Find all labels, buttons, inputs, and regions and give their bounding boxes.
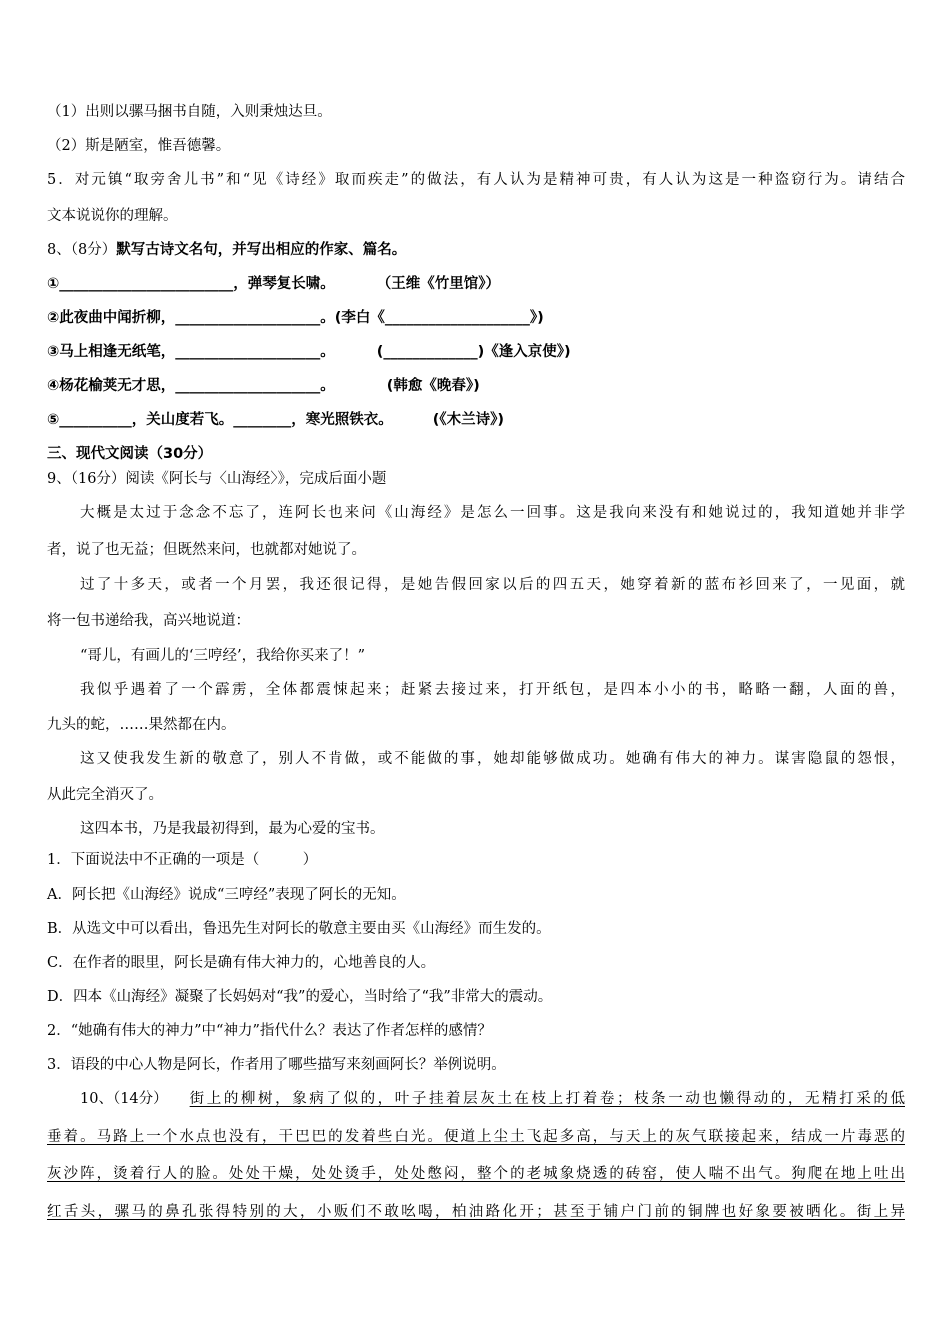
q8-item-5-source: (《木兰诗》): [432, 412, 505, 428]
question-8-header: [47, 240, 905, 260]
q9-option-d: D．四本《山海经》凝聚了长妈妈对“我”的爱心，当时给了“我”非常大的震动。: [47, 989, 553, 1005]
question-8-item-4: [47, 376, 905, 396]
q8-item-1-text: ①________________________，弹琴复长啸。: [47, 276, 335, 292]
q8-item-1-source: （王维《竹里馆》）: [376, 276, 501, 292]
q9-subquestion-1: 1．下面说法中不正确的一项是（ ）: [47, 852, 318, 868]
q9-passage-line-4: 将一包书递给我，高兴地说道：: [47, 613, 250, 629]
q10-passage-line-1: 街上的柳树，象病了似的，叶子挂着层灰土在枝上打着卷；枝条一动也懒得动的，无精打采的低: [189, 1091, 905, 1107]
q8-item-2-text: ②此夜曲中闻折柳，____________________。(李白《____________________》): [47, 310, 544, 326]
q9-subquestion-3: 3．语段的中心人物是阿长，作者用了哪些描写来刻画阿长？举例说明。: [47, 1057, 506, 1073]
answer-line-1: （1）出则以骡马捆书自随，入则秉烛达旦。: [47, 104, 332, 120]
question-5-line-1: 5．对元镇“取旁舍儿书”和“见《诗经》取而疾走”的做法，有人认为是精神可贵，有人认为这是一种盗窃行为。请结合: [47, 172, 905, 188]
q9-option-b: B．从选文中可以看出，鲁迅先生对阿长的敬意主要由买《山海经》而生发的。: [47, 921, 551, 937]
question-8-item-5: [47, 410, 905, 430]
question-9-header: 9、（16分）阅读《阿长与〈山海经〉》，完成后面小题: [47, 471, 387, 487]
q9-passage-line-7: 九头的蛇，……果然都在内。: [47, 717, 236, 733]
q9-passage-line-8: 这又使我发生新的敬意了，别人不肯做，或不能做的事，她却能够做成功。她确有伟大的神力。谋害隐鼠的怨恨，: [80, 751, 905, 767]
q10-passage-line-3: 灰沙阵，烫着行人的脸。处处干燥，处处烫手，处处憋闷，整个的老城象烧透的砖窑，使人喘不出气。狗爬在地上吐出: [47, 1166, 905, 1182]
question-8-item-3: [47, 342, 905, 362]
q9-passage-line-1: 大概是太过于念念不忘了，连阿长也来问《山海经》是怎么一回事。这是我向来没有和她说过的，我知道她并非学: [80, 505, 905, 521]
section-3-heading: 三、现代文阅读（30分）: [47, 446, 213, 462]
q9-passage-line-10: 这四本书，乃是我最初得到，最为心爱的宝书。: [80, 821, 385, 837]
q10-passage-line-4: 红舌头，骡马的鼻孔张得特别的大，小贩们不敢吆喝，柏油路化开；甚至于铺户门前的铜牌也好象要被晒化。街上异: [47, 1204, 905, 1220]
q10-passage-line-2: 垂着。马路上一个水点也没有，干巴巴的发着些白光。便道上尘土飞起多高，与天上的灰气联接起来，结成一片毒恶的: [47, 1129, 905, 1145]
q9-passage-line-6: 我似乎遇着了一个霹雳，全体都震悚起来；赶紧去接过来，打开纸包，是四本小小的书，略略一翻，人面的兽，: [80, 682, 905, 698]
q8-item-3-source: (_____________)《逢入京使》): [376, 344, 571, 360]
q9-passage-line-2: 者，说了也无益；但既然来问，也就都对她说了。: [47, 542, 366, 558]
question-5-line-2: 文本说说你的理解。: [47, 208, 178, 224]
q9-passage-line-5: “哥儿，有画儿的‘三哼经’，我给你买来了！”: [80, 648, 366, 664]
q9-passage-line-3: 过了十多天，或者一个月罢，我还很记得，是她告假回家以后的四五天，她穿着新的蓝布衫回来了，一见面，就: [80, 577, 905, 593]
q8-item-4-source: (韩愈《晚春》): [386, 378, 480, 394]
question-8-instruction: 默写古诗文名句，并写出相应的作家、篇名。: [116, 242, 407, 258]
q8-item-3-text: ③马上相逢无纸笔，____________________。: [47, 344, 335, 360]
question-8-item-1: [47, 274, 905, 294]
q9-option-a: A．阿长把《山海经》说成“三哼经”表现了阿长的无知。: [47, 887, 406, 903]
question-8-item-2: [47, 308, 905, 328]
q9-passage-line-9: 从此完全消灭了。: [47, 787, 163, 803]
answer-line-2: （2）斯是陋室，惟吾德馨。: [47, 138, 231, 154]
q8-item-5-text: ⑤__________，关山度若飞。________，寒光照铁衣。: [47, 412, 393, 428]
q10-line-1: [80, 1089, 905, 1109]
question-10-number: 10、（14分）: [80, 1091, 168, 1107]
q9-subquestion-2: 2．“她确有伟大的神力”中“神力”指代什么？表达了作者怎样的感情？: [47, 1023, 492, 1039]
question-8-number: 8、（8分）: [47, 242, 117, 258]
q9-option-c: C．在作者的眼里，阿长是确有伟大神力的，心地善良的人。: [47, 955, 436, 971]
q8-item-4-text: ④杨花榆荚无才思，____________________。: [47, 378, 335, 394]
